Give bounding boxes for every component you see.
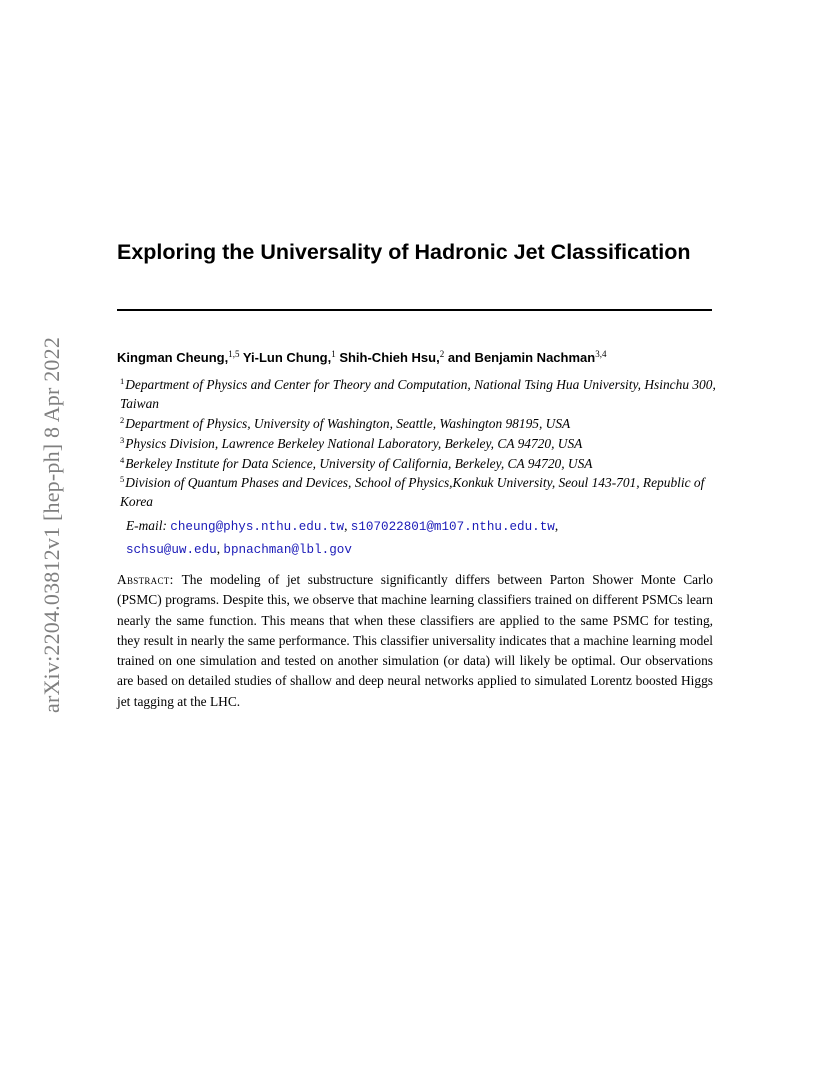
affiliation	[120, 375, 716, 413]
affiliation-text: Berkeley Institute for Data Science, University of California, Berkeley, CA 94720, USA	[125, 456, 593, 471]
email-link[interactable]: bpnachman@lbl.gov	[223, 543, 352, 557]
affiliation-number: 3	[120, 435, 125, 445]
abstract	[117, 570, 713, 712]
author-affil-ref: 2	[439, 349, 445, 359]
affiliation	[120, 454, 716, 473]
title-rule	[117, 309, 712, 311]
affiliation-number: 1	[120, 376, 125, 386]
email-label: E-mail:	[126, 518, 167, 533]
author-affil-ref: 3,4	[595, 349, 607, 359]
email-link[interactable]: schsu@uw.edu	[126, 543, 217, 557]
paper-title: Exploring the Universality of Hadronic Jet Classification	[117, 240, 691, 264]
author-name: and Benjamin Nachman	[447, 350, 596, 365]
email-block: E-mail: cheung@phys.nthu.edu.tw, s107022801@m107.nthu.edu.tw, schsu@uw.edu, bpnachman@lbl.gov	[126, 518, 559, 557]
abstract-label: Abstract:	[117, 572, 174, 587]
author-affil-ref: 1	[331, 349, 336, 359]
author-name: Shih-Chieh Hsu,	[339, 350, 440, 365]
affiliation	[120, 434, 716, 453]
email-link[interactable]: s107022801@m107.nthu.edu.tw	[350, 520, 555, 534]
affiliation-text: Physics Division, Lawrence Berkeley National Laboratory, Berkeley, CA 94720, USA	[125, 436, 583, 451]
affiliation-number: 2	[120, 415, 125, 425]
affiliation-number: 5	[120, 474, 125, 484]
author-list	[117, 350, 606, 365]
affiliation	[120, 473, 716, 511]
affiliation	[120, 414, 716, 433]
affiliation-text: Department of Physics, University of Washington, Seattle, Washington 98195, USA	[125, 416, 571, 431]
author-affil-ref: 1,5	[228, 349, 240, 359]
affiliation-text: Division of Quantum Phases and Devices, School of Physics,Konkuk University, Seoul 143-701, Republic of Korea	[120, 475, 705, 509]
email-link[interactable]: cheung@phys.nthu.edu.tw	[170, 520, 345, 534]
arxiv-identifier: arXiv:2204.03812v1 [hep-ph] 8 Apr 2022	[39, 336, 64, 714]
affiliation-text: Department of Physics and Center for Theory and Computation, National Tsing Hua University, Hsinchu 300, Taiwan	[120, 377, 716, 411]
affiliation-number: 4	[120, 455, 125, 465]
abstract-text: The modeling of jet substructure significantly differs between Parton Shower Monte Carlo (PSMC) programs. Despite this, we observe that machine learning classifiers trained on different PSMCs learn nearly the same function. This means that when these classifiers are applied to the same PSMC for testing, they result in nearly the same performance. This classifier universality indicates that a machine learning model trained on one simulation and tested on another simulation (or data) will likely be optimal. Our observations are based on detailed studies of shallow and deep neural networks applied to simulated Lorentz boosted Higgs jet tagging at the LHC.	[117, 572, 713, 709]
author-name: Kingman Cheung,	[117, 350, 229, 365]
author-name: Yi-Lun Chung,	[242, 350, 332, 365]
